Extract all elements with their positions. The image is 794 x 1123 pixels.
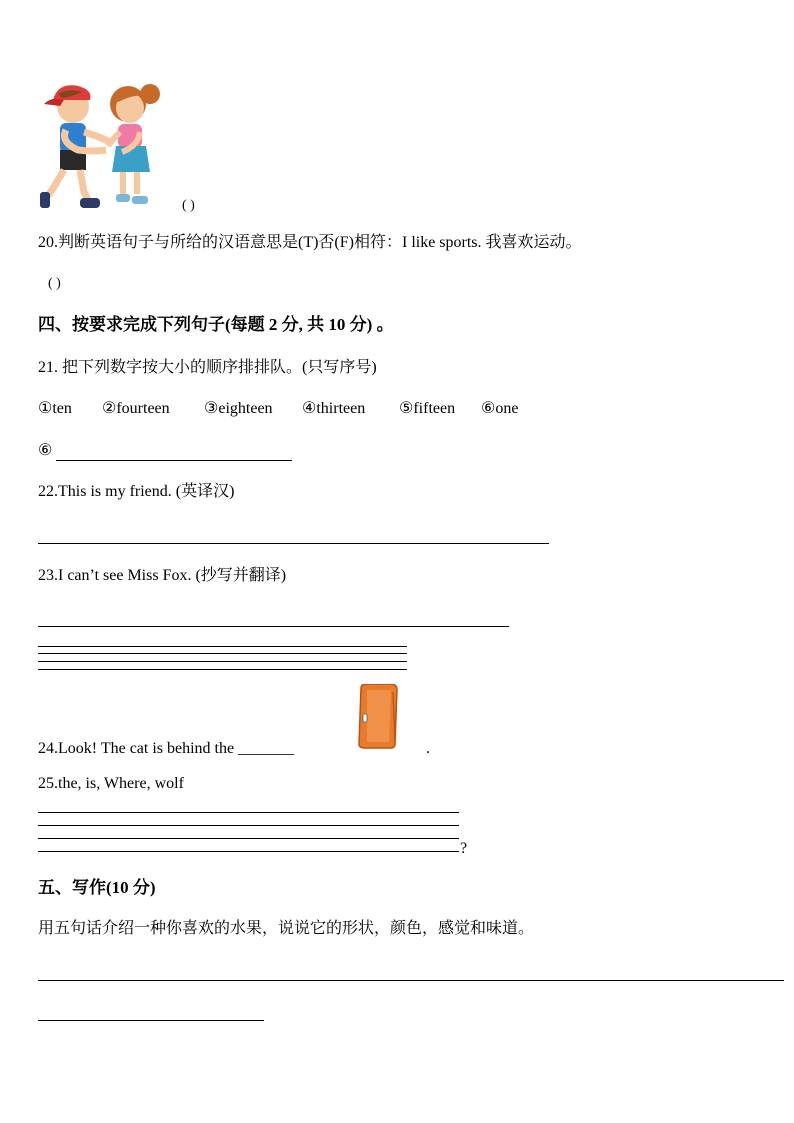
section-5-title: 五、写作(10 分) — [38, 878, 156, 897]
q20-text: 20.判断英语句子与所给的汉语意思是(T)否(F)相符：I like sports. 我喜欢运动。 — [38, 234, 582, 251]
door-image — [355, 684, 401, 750]
boy-figure — [40, 85, 110, 208]
q25-text: 25.the, is, Where, wolf — [38, 775, 184, 792]
q23-copy-line[interactable] — [38, 653, 407, 654]
q22-answer-line[interactable] — [38, 543, 549, 544]
q21-options — [38, 399, 558, 419]
q21-option: ⑥one — [481, 400, 519, 417]
girl-figure — [108, 84, 160, 204]
writing-line[interactable] — [38, 1020, 264, 1021]
q23-text: 23.I can’t see Miss Fox. (抄写并翻译) — [38, 567, 287, 584]
writing-line[interactable] — [38, 980, 784, 981]
q24-end-period: . — [426, 740, 430, 757]
q21-option: ②fourteen — [102, 400, 170, 417]
q21-option: ⑤fifteen — [399, 400, 456, 417]
q25-copy-line[interactable] — [38, 812, 459, 813]
q21-answer-prefix: ⑥ — [38, 442, 53, 459]
writing-prompt: 用五句话介绍一种你喜欢的水果，说说它的形状，颜色，感觉和味道。 — [38, 920, 535, 937]
q23-copy-line[interactable] — [38, 661, 407, 662]
q21-text: 21. 把下列数字按大小的顺序排排队。(只写序号) — [38, 359, 377, 376]
q21-option: ①ten — [38, 400, 72, 417]
section-4-title: 四、按要求完成下列句子(每题 2 分, 共 10 分) 。 — [38, 315, 394, 334]
q25-end-question-mark: ? — [460, 840, 468, 857]
q22-text: 22.This is my friend. (英译汉) — [38, 483, 235, 500]
q23-answer-line[interactable] — [38, 626, 509, 627]
q23-copy-line[interactable] — [38, 646, 407, 647]
q25-copy-line[interactable] — [38, 825, 459, 826]
q25-copy-line[interactable] — [38, 838, 459, 839]
kids-holding-hands-image — [38, 80, 174, 212]
q23-copy-line[interactable] — [38, 669, 407, 670]
q21-answer-line[interactable] — [56, 460, 292, 461]
q20-answer-parentheses[interactable]: ( ) — [48, 276, 61, 291]
q25-copy-line[interactable] — [38, 851, 459, 852]
q19-answer-parentheses[interactable]: ( ) — [182, 198, 195, 213]
q24-text: 24.Look! The cat is behind the _______ — [38, 740, 295, 757]
q21-option: ④thirteen — [302, 400, 366, 417]
q21-option: ③eighteen — [204, 400, 273, 417]
